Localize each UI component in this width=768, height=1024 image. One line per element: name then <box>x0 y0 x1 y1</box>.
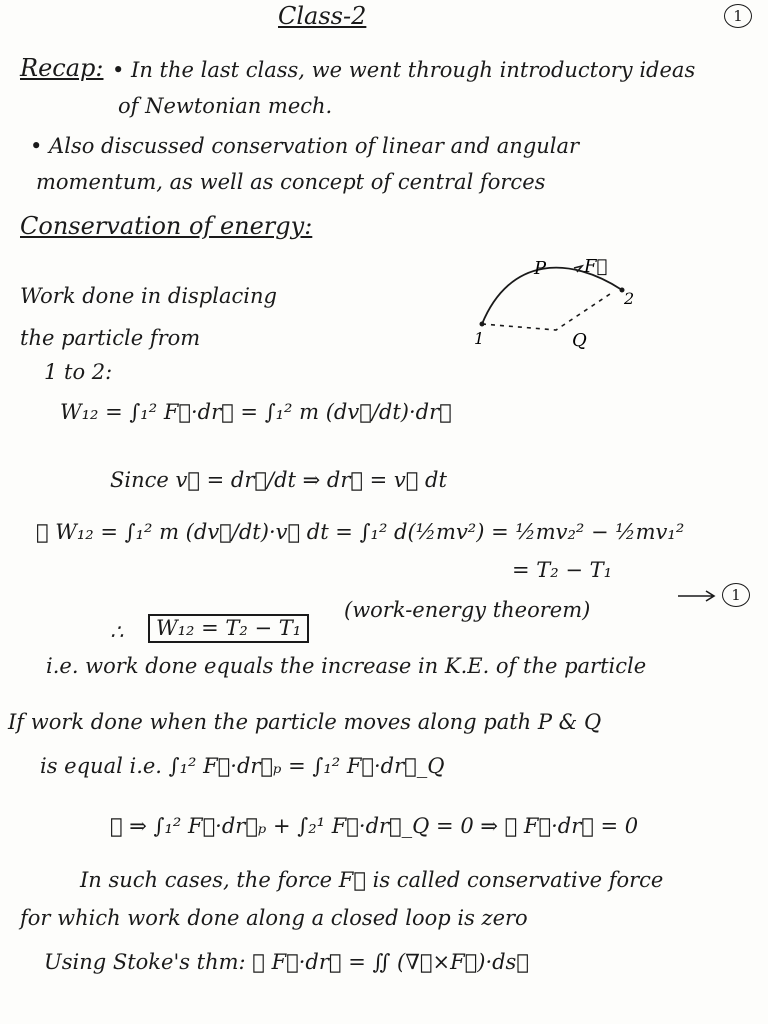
boxed-result: W₁₂ = T₂ − T₁ <box>148 614 309 643</box>
equation-number: 1 <box>722 583 750 607</box>
recap-line-2: of Newtonian mech. <box>118 94 333 118</box>
equation-work-1: W₁₂ = ∫₁² F⃗·dr⃗ = ∫₁² m (dv⃗/dt)·dr⃗ <box>60 400 452 424</box>
equation-since: Since v⃗ = dr⃗/dt ⇒ dr⃗ = v⃗ dt <box>110 468 447 492</box>
work-line-1: Work done in displacing <box>20 284 277 308</box>
paths-line-2: is equal i.e. ∫₁² F⃗·dr⃗ₚ = ∫₁² F⃗·dr⃗_Q <box>40 754 445 778</box>
path-diagram <box>460 246 660 350</box>
arrow-to-eq-number <box>676 588 720 604</box>
label-q: Q <box>572 330 587 350</box>
theorem-label: (work-energy theorem) <box>344 598 591 622</box>
label-force: F⃗ <box>584 256 608 277</box>
path-q-dashed <box>482 294 610 330</box>
recap-line-4: momentum, as well as concept of central forces <box>36 170 546 194</box>
paths-line-5: for which work done along a closed loop is zero <box>20 906 528 930</box>
recap-line-3: • Also discussed conservation of linear and angular <box>30 134 580 158</box>
paths-line-4: In such cases, the force F⃗ is called conservative force <box>80 868 664 892</box>
equation-work-3: = T₂ − T₁ <box>512 558 613 582</box>
page-title: Class-2 <box>278 2 367 30</box>
label-1: 1 <box>474 329 485 348</box>
recap-label: Recap: <box>20 54 104 82</box>
label-2: 2 <box>624 289 635 308</box>
ie-line: i.e. work done equals the increase in K.E. of the particle <box>46 654 647 678</box>
recap-line-1: • In the last class, we went through introductory ideas <box>112 58 696 82</box>
work-line-3: 1 to 2: <box>44 360 113 384</box>
work-line-2: the particle from <box>20 326 201 350</box>
therefore-sign: ∴ <box>110 620 124 644</box>
point-1 <box>480 322 485 327</box>
equation-work-2: ∴ W₁₂ = ∫₁² m (dv⃗/dt)·v⃗ dt = ∫₁² d(½mv²) = ½mv₂² − ½mv₁² <box>36 520 685 544</box>
paths-line-6: Using Stoke's thm: ∮ F⃗·dr⃗ = ∬ (∇⃗×F⃗)·ds⃗ <box>44 950 529 974</box>
paths-line-1: If work done when the particle moves along path P & Q <box>8 710 602 734</box>
paths-line-3: ∴ ⇒ ∫₁² F⃗·dr⃗ₚ + ∫₂¹ F⃗·dr⃗_Q = 0 ⇒ ∮ F⃗·dr⃗ = 0 <box>110 814 639 838</box>
label-p: P <box>534 258 547 279</box>
section-heading: Conservation of energy: <box>20 212 313 240</box>
page-number: 1 <box>724 4 752 28</box>
